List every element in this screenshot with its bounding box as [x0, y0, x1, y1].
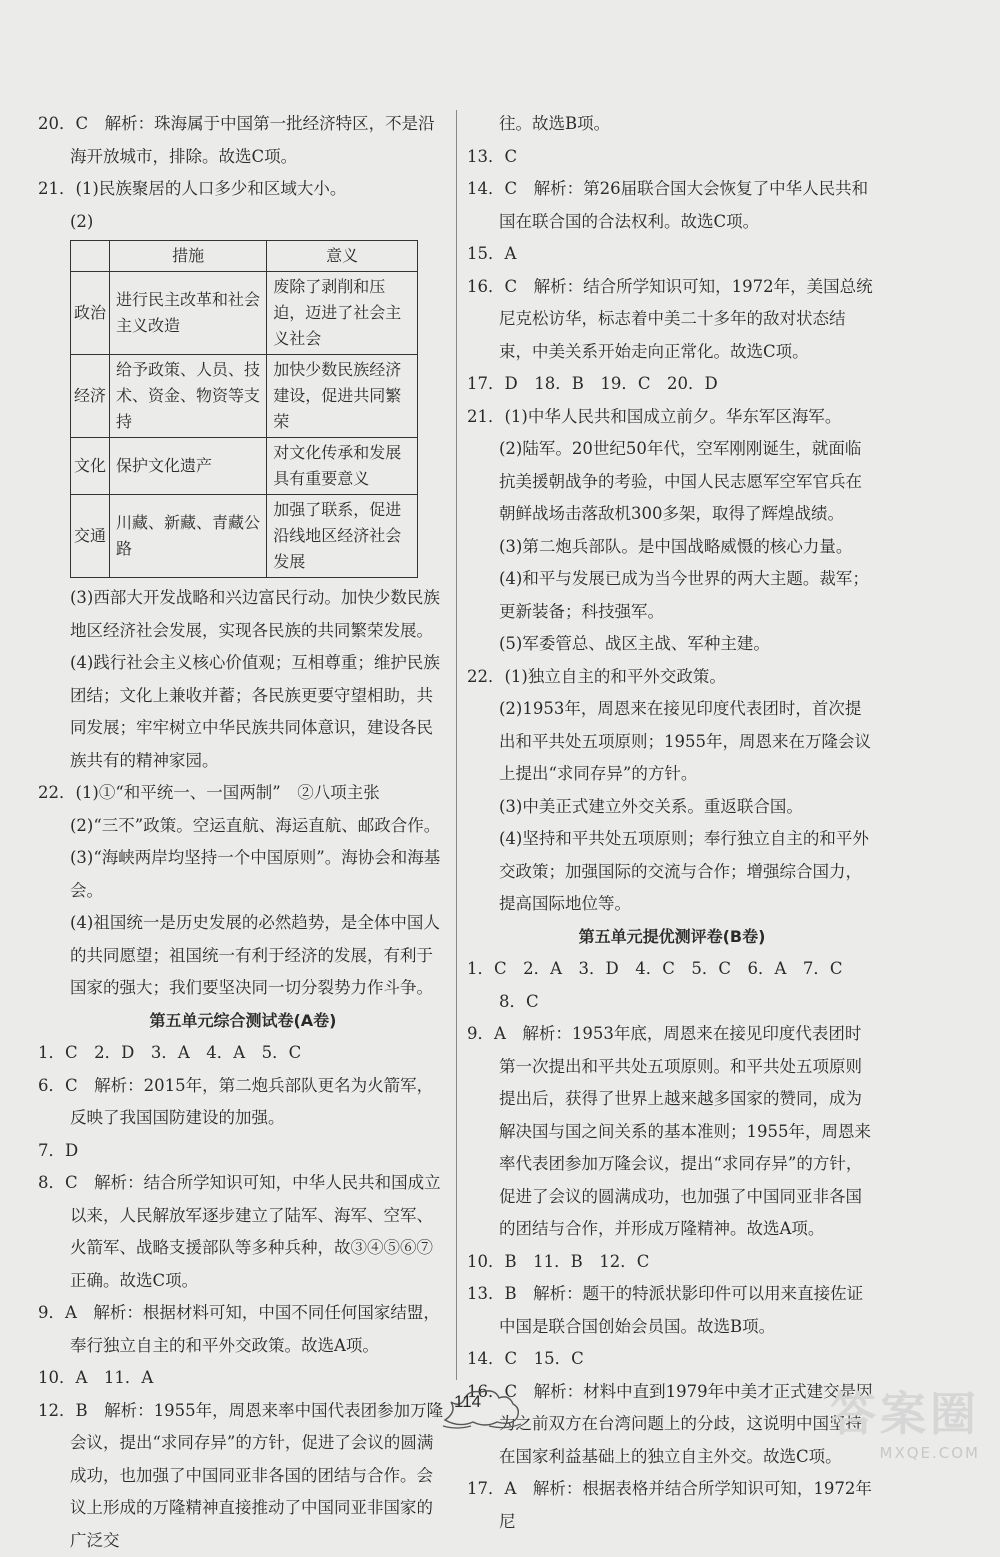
answer-line: (2)1953年，周恩来在接见印度代表团时，首次提出和平共处五项原则；1955年，周恩来在万隆会议上提出“求同存异”的方针。	[467, 693, 877, 791]
table-cell-measure: 给予政策、人员、技术、资金、物资等支持	[110, 355, 267, 438]
page-number-ornament-icon	[437, 1382, 527, 1432]
measures-table	[70, 240, 418, 578]
answer-line: 1．C 2．A 3．D 4．C 5．C 6．A 7．C 8．C	[467, 953, 877, 1018]
table-row	[71, 272, 418, 355]
answer-line: 8．C 解析：结合所学知识可知，中华人民共和国成立以来，人民解放军逐步建立了陆军、海军、空军、火箭军、战略支援部队等多种兵种，故③④⑤⑥⑦正确。故选C项。	[38, 1167, 448, 1297]
answer-line: (3)第二炮兵部队。是中国战略威慑的核心力量。	[467, 531, 877, 564]
section-title: 第五单元综合测试卷(A卷)	[38, 1005, 448, 1038]
table-row	[71, 355, 418, 438]
answer-line: (3)中美正式建立外交关系。重返联合国。	[467, 791, 877, 824]
answer-line: (4)践行社会主义核心价值观；互相尊重；维护民族团结；文化上兼收并蓄；各民族更要守望相助，共同发展；牢牢树立中华民族共同体意识，建设各民族共有的精神家园。	[38, 647, 448, 777]
right-column	[467, 108, 877, 1538]
watermark-main: 答案圈	[830, 1378, 980, 1444]
answer-line: 17．D 18．B 19．C 20．D	[467, 368, 877, 401]
table-row-category: 文化	[71, 438, 110, 495]
answer-line: (3)“海峡两岸均坚持一个中国原则”。海协会和海基会。	[38, 842, 448, 907]
answer-line: 14．C 15．C	[467, 1343, 877, 1376]
answer-line: 10．B 11．B 12．C	[467, 1246, 877, 1279]
answer-line: 9．A 解析：1953年底，周恩来在接见印度代表团时第一次提出和平共处五项原则。和平共处五项原则提出后，获得了世界上越来越多国家的赞同，成为解决国与国之间关系的基本准则；1955年，周恩来率代表团参加万隆会议，提出“求同存异”的方针，促进了会议的圆满成功，也加强了中国同亚非各国的团结与合作，并形成万隆精神。故选A项。	[467, 1018, 877, 1246]
table-corner	[71, 241, 110, 272]
answer-line: (4)坚持和平共处五项原则；奉行独立自主的和平外交政策；加强国际的交流与合作；增强综合国力，提高国际地位等。	[467, 823, 877, 921]
table-row	[71, 495, 418, 578]
table-cell-measure: 进行民主改革和社会主义改造	[110, 272, 267, 355]
answer-line: 13．B 解析：题干的特派状影印件可以用来直接佐证中国是联合国创始会员国。故选B项。	[467, 1278, 877, 1343]
table-row-category: 政治	[71, 272, 110, 355]
answer-line: 14．C 解析：第26届联合国大会恢复了中华人民共和国在联合国的合法权利。故选C项。	[467, 173, 877, 238]
answer-line: 15．A	[467, 238, 877, 271]
table-row-category: 经济	[71, 355, 110, 438]
table-row-category: 交通	[71, 495, 110, 578]
page-number: 114	[454, 1392, 481, 1412]
answer-line: 1．C 2．D 3．A 4．A 5．C	[38, 1037, 448, 1070]
answer-line: 21．(1)中华人民共和国成立前夕。华东军区海军。	[467, 401, 877, 434]
table-cell-meaning: 加快少数民族经济建设，促进共同繁荣	[267, 355, 418, 438]
answer-line: 21．(1)民族聚居的人口多少和区域大小。	[38, 173, 448, 206]
left-answer-list	[38, 582, 448, 1557]
answer-line: (2)	[38, 206, 448, 239]
answer-line: 20．C 解析：珠海属于中国第一批经济特区，不是沿海开放城市，排除。故选C项。	[38, 108, 448, 173]
table-cell-meaning: 加强了联系，促进沿线地区经济社会发展	[267, 495, 418, 578]
answer-line: 6．C 解析：2015年，第二炮兵部队更名为火箭军，反映了我国国防建设的加强。	[38, 1070, 448, 1135]
answer-line: (2)“三不”政策。空运直航、海运直航、邮政合作。	[38, 810, 448, 843]
answer-line: 7．D	[38, 1135, 448, 1168]
table-cell-meaning: 对文化传承和发展具有重要意义	[267, 438, 418, 495]
answer-line: 12．B 解析：1955年，周恩来率中国代表团参加万隆会议，提出“求同存异”的方针，促进了会议的圆满成功，也加强了中国同亚非各国的团结与合作。会议上形成的万隆精神直接推动了中国同亚非国家的广泛交	[38, 1395, 448, 1557]
answer-line: (3)西部大开发战略和兴边富民行动。加快少数民族地区经济社会发展，实现各民族的共同繁荣发展。	[38, 582, 448, 647]
right-answer-list	[467, 108, 877, 1538]
answer-line: 22．(1)独立自主的和平外交政策。	[467, 661, 877, 694]
answer-line: (5)军委管总、战区主战、军种主建。	[467, 628, 877, 661]
table-header-meaning: 意义	[267, 241, 418, 272]
answer-line: (4)祖国统一是历史发展的必然趋势，是全体中国人的共同愿望；祖国统一有利于经济的发展，有利于国家的强大；我们要坚决同一切分裂势力作斗争。	[38, 907, 448, 1005]
answer-line: 22．(1)①“和平统一、一国两制” ②八项主张	[38, 777, 448, 810]
section-title: 第五单元提优测评卷(B卷)	[467, 921, 877, 954]
answer-line: 往。故选B项。	[467, 108, 877, 141]
left-column	[38, 108, 448, 1557]
table-cell-measure: 川藏、新藏、青藏公路	[110, 495, 267, 578]
table-header-row	[71, 241, 418, 272]
table-cell-meaning: 废除了剥削和压迫，迈进了社会主义社会	[267, 272, 418, 355]
answer-line: 17．A 解析：根据表格并结合所学知识可知，1972年尼	[467, 1473, 877, 1538]
answer-line: (2)陆军。20世纪50年代，空军刚刚诞生，就面临抗美援朝战争的考验，中国人民志愿军空军官兵在朝鲜战场击落敌机300多架，取得了辉煌战绩。	[467, 433, 877, 531]
answer-line: 16．C 解析：材料中直到1979年中美才正式建交是因为之前双方在台湾问题上的分歧，这说明中国坚持在国家利益基础上的独立自主外交。故选C项。	[467, 1376, 877, 1474]
table-header-measure: 措施	[110, 241, 267, 272]
answer-line: 10．A 11．A	[38, 1362, 448, 1395]
answer-line: 16．C 解析：结合所学知识可知，1972年，美国总统尼克松访华，标志着中美二十多年的敌对状态结束，中美关系开始走向正常化。故选C项。	[467, 271, 877, 369]
column-divider	[456, 110, 457, 1380]
watermark	[830, 1378, 980, 1462]
answer-line: (4)和平与发展已成为当今世界的两大主题。裁军；更新装备；科技强军。	[467, 563, 877, 628]
answer-line: 9．A 解析：根据材料可知，中国不同任何国家结盟，奉行独立自主的和平外交政策。故选A项。	[38, 1297, 448, 1362]
answer-line: 13．C	[467, 141, 877, 174]
watermark-sub: MXQE.COM	[830, 1444, 980, 1462]
table-cell-measure: 保护文化遗产	[110, 438, 267, 495]
table-row	[71, 438, 418, 495]
